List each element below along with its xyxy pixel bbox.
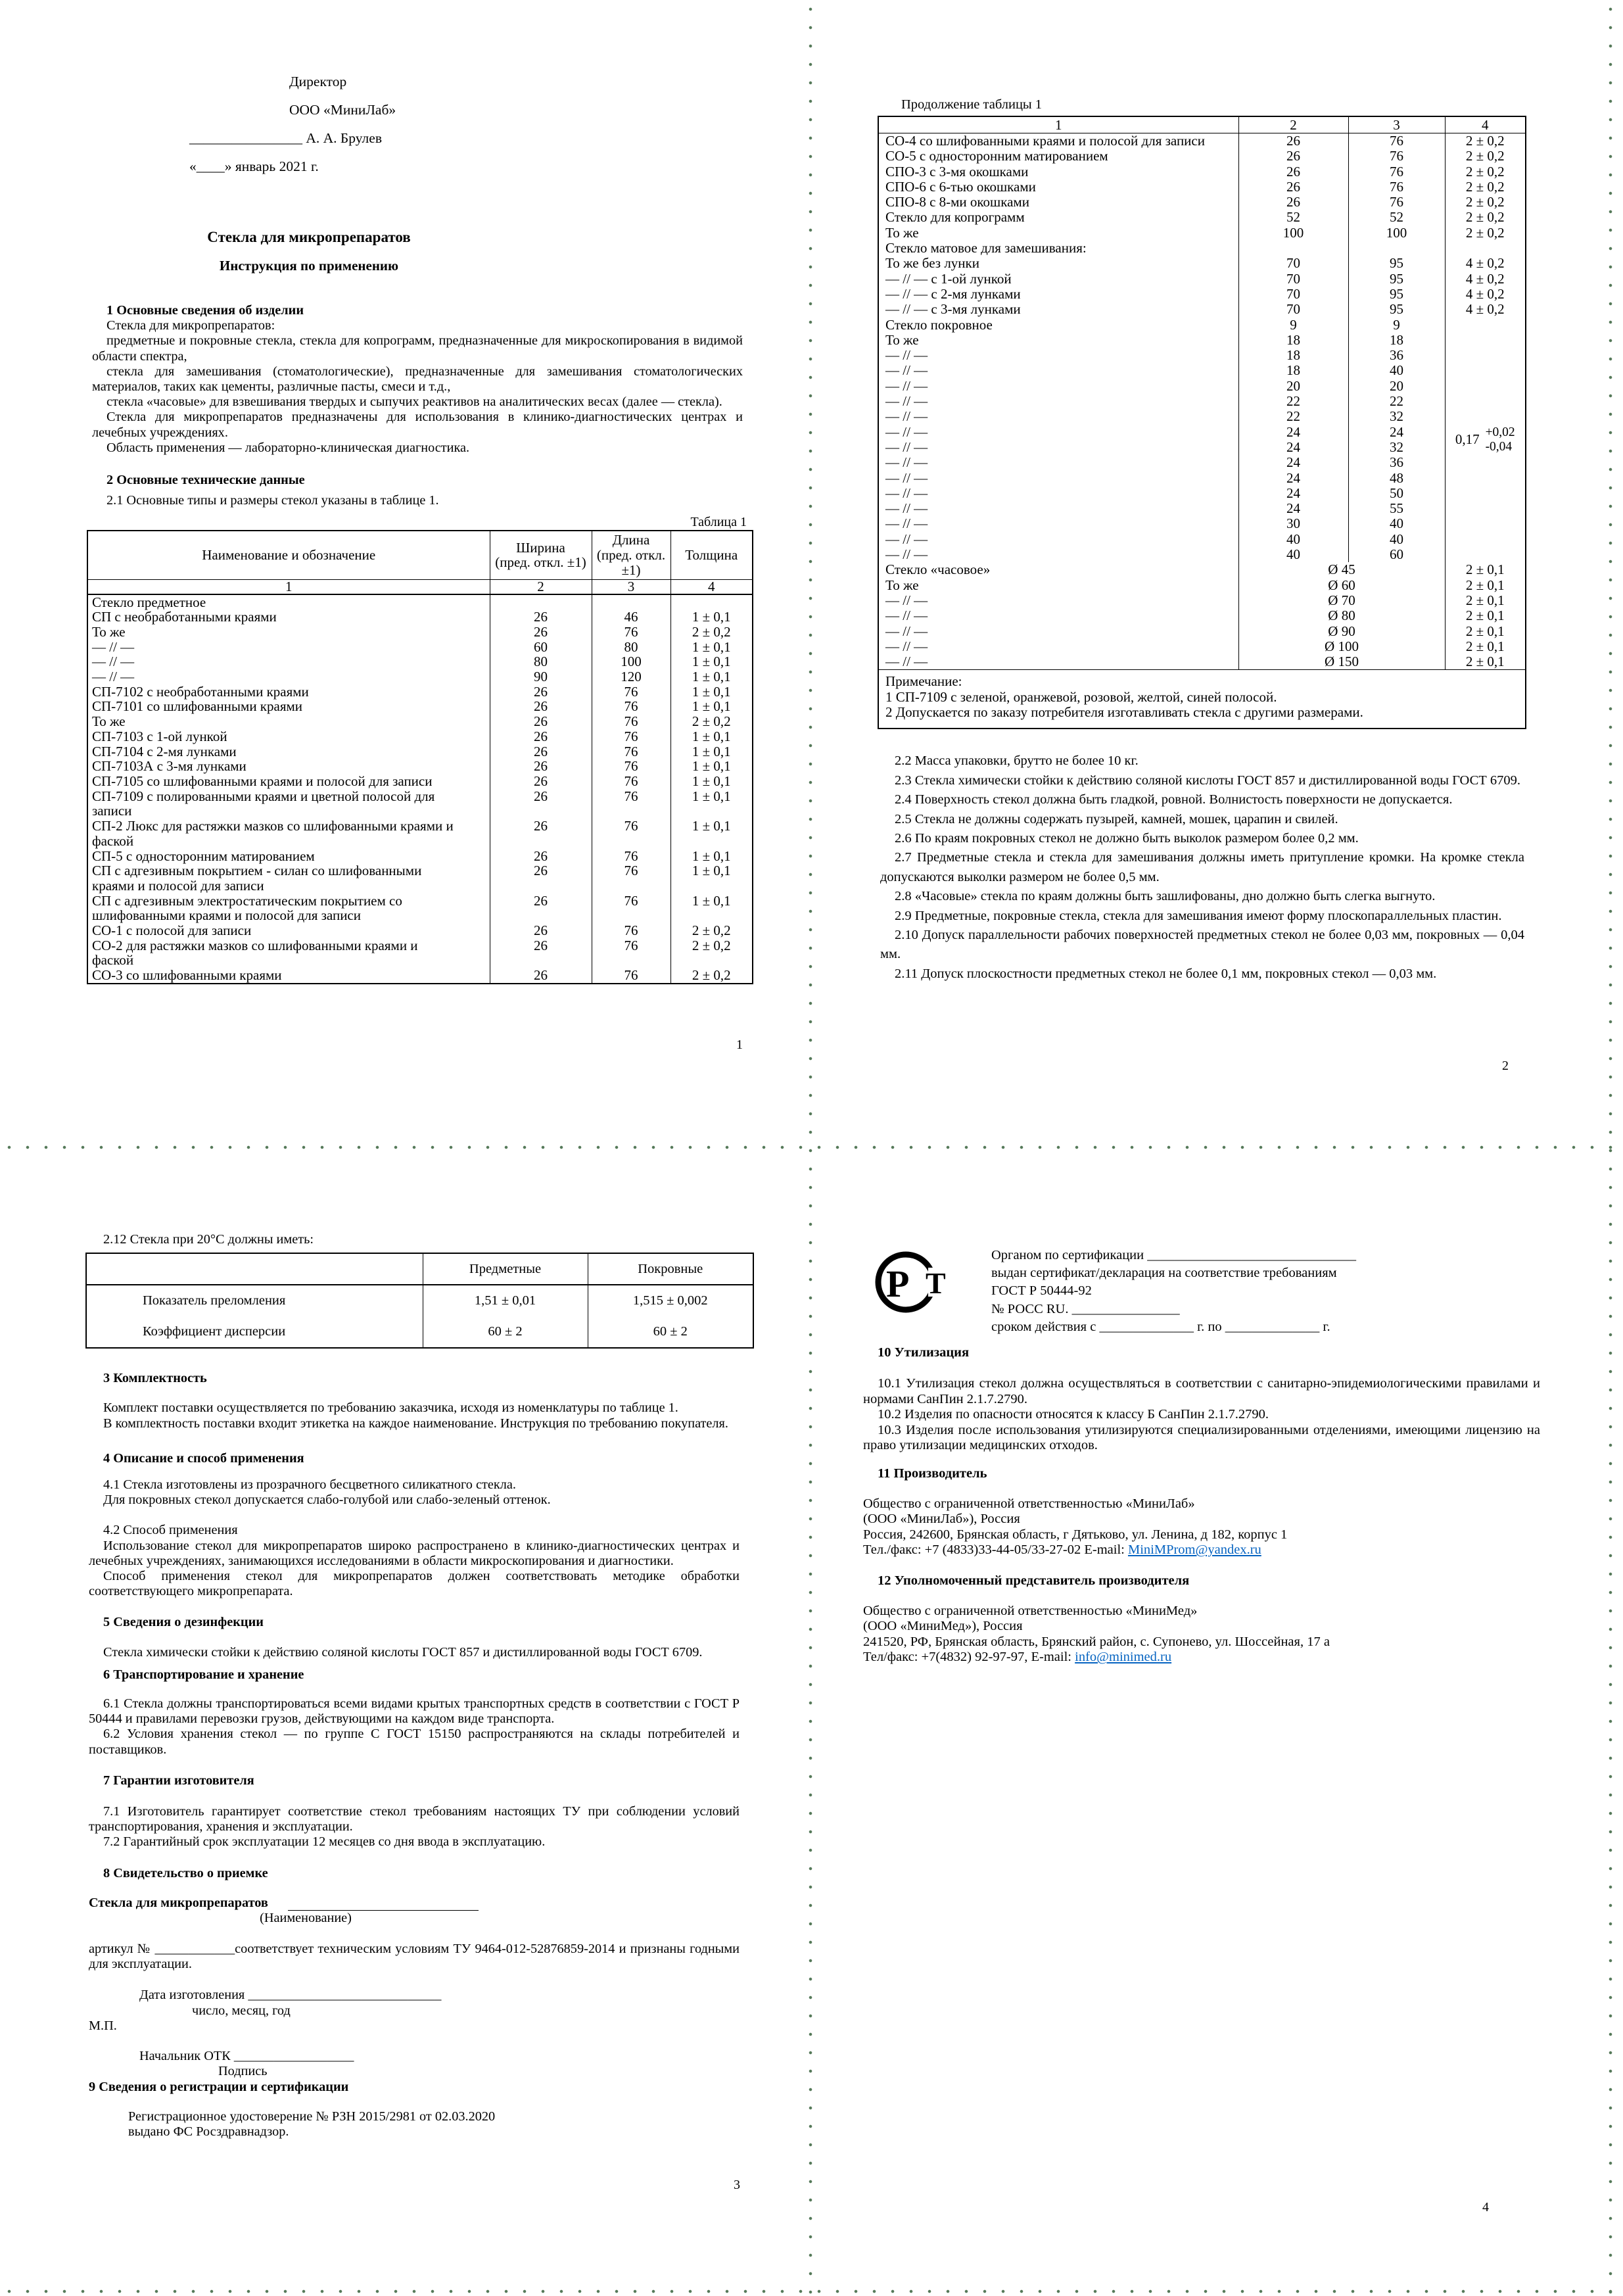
- paragraph: Регистрационное удостоверение № РЗН 2015/2981 от 02.03.2020: [128, 2109, 496, 2124]
- table-row: — // — с 3-мя лунками 70 95 4 ± 0,2: [878, 302, 1526, 317]
- paragraph: 2.4 Поверхность стекол должна быть гладкой, ровной. Волнистость поверхности не допускается.: [895, 792, 1453, 807]
- manufacture-date-caption: число, месяц, год: [192, 2003, 291, 2018]
- table-row: — // — Ø 70 2 ± 0,1: [878, 593, 1526, 608]
- section-1-heading: 1 Основные сведения об изделии: [106, 303, 304, 318]
- size-table-body: [87, 594, 753, 984]
- paragraph: сроком действия с ______________ г. по ______________ г.: [991, 1319, 1330, 1334]
- table-row: СП-7105 со шлифованными краями и полосой для записи 26 76 1 ± 0,1: [87, 774, 753, 789]
- paragraph: 2.8 «Часовые» стекла по краям должны быть зашлифованы, дно должно быть слегка выгнуто.: [895, 889, 1436, 904]
- table-row: — // — 22 22: [878, 394, 1526, 409]
- table-row: — // — 24 55: [878, 501, 1526, 516]
- table-row: — // — 24 24: [878, 425, 1526, 440]
- table-row: СП с необработанными краями 26 46 1 ± 0,1: [87, 610, 753, 625]
- paragraph: 2.6 По краям покровных стекол не должно быть выколок размером более 0,2 мм.: [895, 830, 1359, 846]
- section-12-heading: 12 Уполномоченный представитель производителя: [878, 1573, 1190, 1589]
- paragraph: 10.2 Изделия по опасности относятся к классу Б СанПин 2.1.7.2790.: [878, 1407, 1269, 1422]
- svg-text:Т: Т: [926, 1266, 946, 1300]
- representative-address-block: [863, 1604, 1540, 1665]
- table-row: — // — 90 120 1 ± 0,1: [87, 669, 753, 684]
- section-6-heading: 6 Транспортирование и хранение: [103, 1667, 304, 1682]
- table-row: То же 26 76 2 ± 0,2: [87, 625, 753, 640]
- column-number-row: 1 2 3 4: [87, 579, 753, 594]
- paragraph: В комплектность поставки входит этикетка на каждое наименование. Инструкция по требованию покупателя.: [103, 1416, 728, 1431]
- section-2-heading: 2 Основные технические данные: [106, 473, 305, 488]
- signature-caption: Подпись: [218, 2064, 268, 2079]
- table-row: — // — 18 40: [878, 363, 1526, 378]
- optics-table-body: [86, 1285, 753, 1348]
- table-row: — // — с 1-ой лункой 70 95 4 ± 0,2: [878, 272, 1526, 287]
- table-row: То же 18 18: [878, 333, 1526, 348]
- paragraph: Россия, 242600, Брянская область, г Дятьково, ул. Ленина, д 182, корпус 1: [863, 1527, 1288, 1542]
- section-2-1-paragraph: 2.1 Основные типы и размеры стекол указаны в таблице 1.: [106, 493, 439, 508]
- table-row: — // — 24 50: [878, 486, 1526, 501]
- section-4-heading: 4 Описание и способ применения: [103, 1450, 304, 1466]
- svg-text:Р: Р: [886, 1262, 910, 1305]
- table-row: — // — 24 48: [878, 471, 1526, 486]
- page-number: 4: [1482, 2200, 1489, 2214]
- paragraph: Для покровных стекол допускается слабо-голубой или слабо-зеленый оттенок.: [103, 1493, 551, 1508]
- page-3: [0, 1148, 811, 2296]
- registration-lines: [128, 2109, 740, 2140]
- paragraph: 2.10 Допуск параллельности рабочих поверхностей предметных стекол не более 0,03 мм, покровных — 0,04 мм.: [880, 927, 1524, 962]
- paragraph: 2.7 Предметные стекла и стекла для замешивания должны иметь притупление кромки. На кромке стекла допускаются выколки размером не более 0,5 мм.: [880, 850, 1524, 884]
- table-continuation-caption: Продолжение таблицы 1: [901, 97, 1043, 112]
- paragraph: (ООО «МиниЛаб»), Россия: [863, 1512, 1020, 1527]
- representative-email-link[interactable]: info@minimed.ru: [1075, 1650, 1172, 1665]
- company-name: ООО «МиниЛаб»: [289, 102, 396, 118]
- table-row: СП-7101 со шлифованными краями 26 76 1 ± 0,1: [87, 699, 753, 714]
- paragraph: ГОСТ Р 50444-92: [991, 1283, 1092, 1299]
- table-row: — // — 20 20: [878, 379, 1526, 394]
- table-row: Стекло предметное: [87, 594, 753, 610]
- paragraph: 4.1 Стекла изготовлены из прозрачного бесцветного силикатного стекла.: [103, 1477, 516, 1493]
- acceptance-blank-line: [288, 1898, 479, 1911]
- section-5-body: [89, 1645, 740, 1660]
- page-2: [811, 0, 1623, 1148]
- certification-block: [863, 1247, 1540, 1336]
- representative-lines: [863, 1604, 1540, 1650]
- paragraph: 241520, РФ, Брянская область, Брянский район, с. Супонево, ул. Шоссейная, 17 а: [863, 1634, 1330, 1649]
- table-1-caption: Таблица 1: [690, 515, 747, 530]
- table-row: Стекло «часовое» Ø 45 2 ± 0,1: [878, 562, 1526, 577]
- table-row: То же 26 76 2 ± 0,2: [87, 714, 753, 729]
- paragraph: 2.3 Стекла химически стойки к действию соляной кислоты ГОСТ 857 и дистиллированной воды ГОСТ 6709.: [895, 773, 1521, 788]
- paragraph: Стекла для микропрепаратов:: [106, 318, 275, 333]
- date-line: «____» январь 2021 г.: [189, 158, 319, 174]
- table-row: — // — 40 60: [878, 547, 1526, 562]
- table-row: — // — Ø 100 2 ± 0,1: [878, 639, 1526, 654]
- stamp-placeholder: М.П.: [89, 2018, 117, 2033]
- paragraph: 4.2 Способ применения: [103, 1523, 238, 1538]
- table-row: — // — 60 80 1 ± 0,1: [87, 640, 753, 655]
- cut-mark-horizontal-center: [0, 1145, 1623, 1149]
- page-1: [0, 0, 811, 1148]
- table-row: — // — 30 40: [878, 516, 1526, 531]
- paragraph: 7.1 Изготовитель гарантирует соответствие стекол требованиям настоящих ТУ при соблюдении условий транспортирования, хранения и эксплуатации.: [89, 1804, 740, 1834]
- acceptance-product-label: Стекла для микропрепаратов: [89, 1895, 268, 1910]
- section-3-heading: 3 Комплектность: [103, 1371, 207, 1386]
- optics-header-row: [86, 1253, 753, 1285]
- document-subtitle: Инструкция по применению: [219, 258, 399, 274]
- table-row: То же 100 100 2 ± 0,2: [878, 226, 1526, 241]
- table-row: СП с адгезивным покрытием - силан со шлифованными краями и полосой для записи 26 76 1 ± 0,1: [87, 863, 753, 893]
- manufacturer-address-block: [863, 1496, 1540, 1558]
- paragraph: (ООО «МиниМед»), Россия: [863, 1619, 1023, 1634]
- paragraph: Стекла для микропрепаратов предназначены для использования в клинико-диагностических центрах и лечебных учреждениях.: [92, 410, 743, 440]
- column-header-empty: [86, 1253, 423, 1285]
- acceptance-caption: (Наименование): [260, 1910, 352, 1925]
- size-table-continuation: [878, 116, 1526, 729]
- paragraph: Способ применения стекол для микропрепаратов должен соответствовать методике обработки соответствующего микропрепарата.: [89, 1569, 740, 1599]
- optical-properties-table: [85, 1253, 754, 1349]
- table-row: СП-5 с односторонним матированием 26 76 1 ± 0,1: [87, 849, 753, 864]
- cont-table-body: [878, 133, 1526, 729]
- paragraph: 2.11 Допуск плоскостности предметных стекол не более 0,1 мм, покровных стекол — 0,03 мм.: [895, 966, 1437, 981]
- director-role: Директор: [289, 74, 347, 89]
- table-notes-row: Примечание: 1 СП-7109 с зеленой, оранжевой, розовой, желтой, синей полосой. 2 Допускается по заказу потребителя изготавливать стекла с другими размерами.: [878, 670, 1526, 729]
- paragraph: Общество с ограниченной ответственностью «МиниМед»: [863, 1603, 1198, 1618]
- signer-name: А. А. Брулев: [306, 130, 382, 146]
- section-9-heading: 9 Сведения о регистрации и сертификации: [89, 2079, 349, 2094]
- section-7-heading: 7 Гарантии изготовителя: [103, 1773, 254, 1788]
- size-table-header-row: [87, 531, 753, 579]
- section-4-2-body: [89, 1523, 740, 1599]
- table-row: СП с адгезивным электростатическим покрытием со шлифованными краями и полосой для записи 26 76 1 ± 0,1: [87, 894, 753, 923]
- rst-certification-logo: [873, 1248, 947, 1316]
- column-header-covers: Покровные: [588, 1253, 753, 1285]
- section-11-heading: 11 Производитель: [878, 1466, 987, 1481]
- table-row: Стекло покровное 9 9 0,17 +0,02 -0,04: [878, 318, 1526, 333]
- column-number-row: 1 2 3 4: [878, 116, 1526, 133]
- table-row: — // — 80 100 1 ± 0,1: [87, 654, 753, 669]
- table-row: СПО-3 с 3-мя окошками 26 76 2 ± 0,2: [878, 164, 1526, 179]
- paragraph: 6.2 Условия хранения стекол — по группе С ГОСТ 15150 распространяются на склады потребителей и поставщиков.: [89, 1727, 740, 1757]
- paragraph: Стекла химически стойки к действию соляной кислоты ГОСТ 857 и дистиллированной воды ГОСТ 6709.: [103, 1644, 703, 1660]
- paragraph: стекла «часовые» для взвешивания твердых и сыпучих реактивов на аналитических весах (далее — стекла).: [106, 395, 722, 410]
- section-6-body: [89, 1696, 740, 1758]
- table-row: СО-2 для растяжки мазков со шлифованными краями и фаской 26 76 2 ± 0,2: [87, 938, 753, 968]
- otk-chief-line: Начальник ОТК __________________: [139, 2049, 354, 2064]
- table-row: СО-3 со шлифованными краями 26 76 2 ± 0,2: [87, 968, 753, 984]
- column-header-width: Ширина (пред. откл. ±1): [490, 531, 592, 579]
- paragraph: 6.1 Стекла должны транспортироваться всеми видами крытых транспортных средств в соответствии с ГОСТ Р 50444 и правилами перевозки грузов, действующими на каждом виде транспорта.: [89, 1696, 740, 1727]
- paragraph: выдано ФС Росздравнадзор.: [128, 2124, 289, 2139]
- section-2-items: [880, 752, 1524, 984]
- table-row: СО-4 со шлифованными краями и полосой для записи 26 76 2 ± 0,2: [878, 133, 1526, 149]
- table-row: — // — Ø 90 2 ± 0,1: [878, 624, 1526, 639]
- column-header-slides: Предметные: [423, 1253, 588, 1285]
- paragraph: Область применения — лабораторно-клиническая диагностика.: [106, 440, 470, 455]
- column-header-name: Наименование и обозначение: [87, 531, 490, 579]
- certification-lines: [991, 1247, 1356, 1336]
- page-number: 3: [734, 2178, 740, 2192]
- section-10-heading: 10 Утилизация: [878, 1345, 970, 1360]
- table-row: Стекло матовое для замешивания:: [878, 241, 1526, 256]
- paragraph: Общество с ограниченной ответственностью «МиниЛаб»: [863, 1496, 1195, 1511]
- table-row: — // — с 2-мя лунками 70 95 4 ± 0,2: [878, 287, 1526, 302]
- paragraph: предметные и покровные стекла, стекла для копрограмм, предназначенные для микроскопирования в видимой области спектра,: [92, 333, 743, 364]
- table-row: СП-2 Люкс для растяжки мазков со шлифованными краями и фаской 26 76 1 ± 0,1: [87, 819, 753, 848]
- table-row: — // — 40 40: [878, 532, 1526, 547]
- paragraph: выдан сертификат/декларация на соответствие требованиям: [991, 1266, 1337, 1281]
- table-row: СП-7103 с 1-ой лункой 26 76 1 ± 0,1: [87, 729, 753, 744]
- section-1-body: [92, 318, 743, 456]
- table-row: — // — 22 32: [878, 409, 1526, 424]
- paragraph: Органом по сертификации _______________________________: [991, 1248, 1356, 1262]
- signature-blank: ________________: [189, 130, 302, 146]
- paragraph: стекла для замешивания (стоматологические), предназначенные для замешивания стоматологических материалов, таких как цементы, различные пасты, смеси и т.д.,: [92, 364, 743, 395]
- section-5-heading: 5 Сведения о дезинфекции: [103, 1615, 264, 1630]
- paragraph: Использование стекол для микропрепаратов широко распространено в клинико-диагностических центрах и лечебных учреждениях, занимающихся исследованиями в области микроскопирования и диагностики.: [89, 1538, 740, 1568]
- table-row: СПО-8 с 8-ми окошками 26 76 2 ± 0,2: [878, 195, 1526, 210]
- acceptance-name-row: [89, 1896, 740, 1911]
- table-row: То же Ø 60 2 ± 0,1: [878, 578, 1526, 593]
- table-row: Показатель преломления 1,51 ± 0,01 1,515 ± 0,002: [86, 1285, 753, 1316]
- table-row: СПО-6 с 6-тью окошками 26 76 2 ± 0,2: [878, 179, 1526, 195]
- table-row: — // — 18 36: [878, 348, 1526, 363]
- document-title: Стекла для микропрепаратов: [207, 229, 411, 245]
- signature-line: [189, 124, 743, 153]
- section-7-body: [89, 1804, 740, 1850]
- paragraph: 2.2 Масса упаковки, брутто не более 10 кг.: [895, 753, 1139, 769]
- section-3-body: [89, 1400, 740, 1431]
- manufacturer-contact-line: Тел./факс: +7 (4833)33-44-05/33-27-02 E-mail: MiniMProm@yandex.ru: [863, 1543, 1261, 1558]
- table-row: — // — Ø 150 2 ± 0,1: [878, 654, 1526, 670]
- page-number: 2: [1502, 1059, 1509, 1073]
- paragraph: Комплект поставки осуществляется по требованию заказчика, исходя из номенклатуры по таблице 1.: [103, 1400, 678, 1416]
- paragraph: 10.3 Изделия после использования утилизируются специализированными отделениями, имеющими лицензию на право утилизации медицинских отходов.: [863, 1422, 1540, 1453]
- manufacture-date-line: Дата изготовления _____________________________: [139, 1988, 442, 2003]
- manufacturer-email-link[interactable]: MiniMProm@yandex.ru: [1127, 1543, 1261, 1558]
- section-2-12-paragraph: 2.12 Стекла при 20°С должны иметь:: [103, 1232, 314, 1247]
- representative-contact-line: Тел/факс: +7(4832) 92-97-97, E-mail: info@minimed.ru: [863, 1650, 1172, 1665]
- manufacturer-lines: [863, 1496, 1540, 1543]
- paragraph: № РОСС RU. ________________: [991, 1301, 1180, 1316]
- cut-mark-horizontal-bottom: [0, 2289, 1623, 2293]
- column-header-length: Длина (пред. откл. ±1): [592, 531, 670, 579]
- paragraph: 2.5 Стекла не должны содержать пузырей, камней, мошек, царапин и свилей.: [895, 811, 1338, 826]
- table-row: Стекло для копрограмм 52 52 2 ± 0,2: [878, 210, 1526, 225]
- section-10-body: [863, 1376, 1540, 1453]
- approval-signature-block: [189, 68, 743, 181]
- page-number: 1: [736, 1038, 743, 1052]
- paragraph: 2.9 Предметные, покровные стекла, стекла для замешивания имеют форму плоскопараллельных пластин.: [895, 908, 1502, 923]
- table-row: — // — 24 32: [878, 440, 1526, 455]
- paragraph: 10.1 Утилизация стекол должна осуществляться в соответствии с санитарно-эпидемиологическими правилами и нормами СанПин 2.1.7.2790.: [863, 1376, 1540, 1406]
- table-row: То же без лунки 70 95 4 ± 0,2: [878, 256, 1526, 271]
- article-paragraph: артикул № ____________соответствует техническим условиям ТУ 9464-012-52876859-2014 и признаны годными для эксплуатации.: [89, 1942, 740, 1972]
- table-row: СП-7104 с 2-мя лунками 26 76 1 ± 0,1: [87, 744, 753, 759]
- table-row: СП-7109 с полированными краями и цветной полосой для записи 26 76 1 ± 0,1: [87, 789, 753, 819]
- paragraph: 7.2 Гарантийный срок эксплуатации 12 месяцев со дня ввода в эксплуатацию.: [103, 1834, 546, 1850]
- table-row: СП-7103А с 3-мя лунками 26 76 1 ± 0,1: [87, 759, 753, 774]
- table-row: СП-7102 с необработанными краями 26 76 1 ± 0,1: [87, 684, 753, 700]
- table-row: — // — 24 36: [878, 455, 1526, 470]
- section-8-heading: 8 Свидетельство о приемке: [103, 1865, 268, 1880]
- section-4-1-body: [89, 1477, 740, 1508]
- table-row: СО-1 с полосой для записи 26 76 2 ± 0,2: [87, 923, 753, 938]
- column-header-thickness: Толщина: [670, 531, 753, 579]
- table-row: — // — Ø 80 2 ± 0,1: [878, 608, 1526, 623]
- page-4: [811, 1148, 1623, 2296]
- table-row: Коэффициент дисперсии 60 ± 2 60 ± 2: [86, 1316, 753, 1348]
- table-row: СО-5 с односторонним матированием 26 76 2 ± 0,2: [878, 149, 1526, 164]
- size-table: [87, 530, 753, 984]
